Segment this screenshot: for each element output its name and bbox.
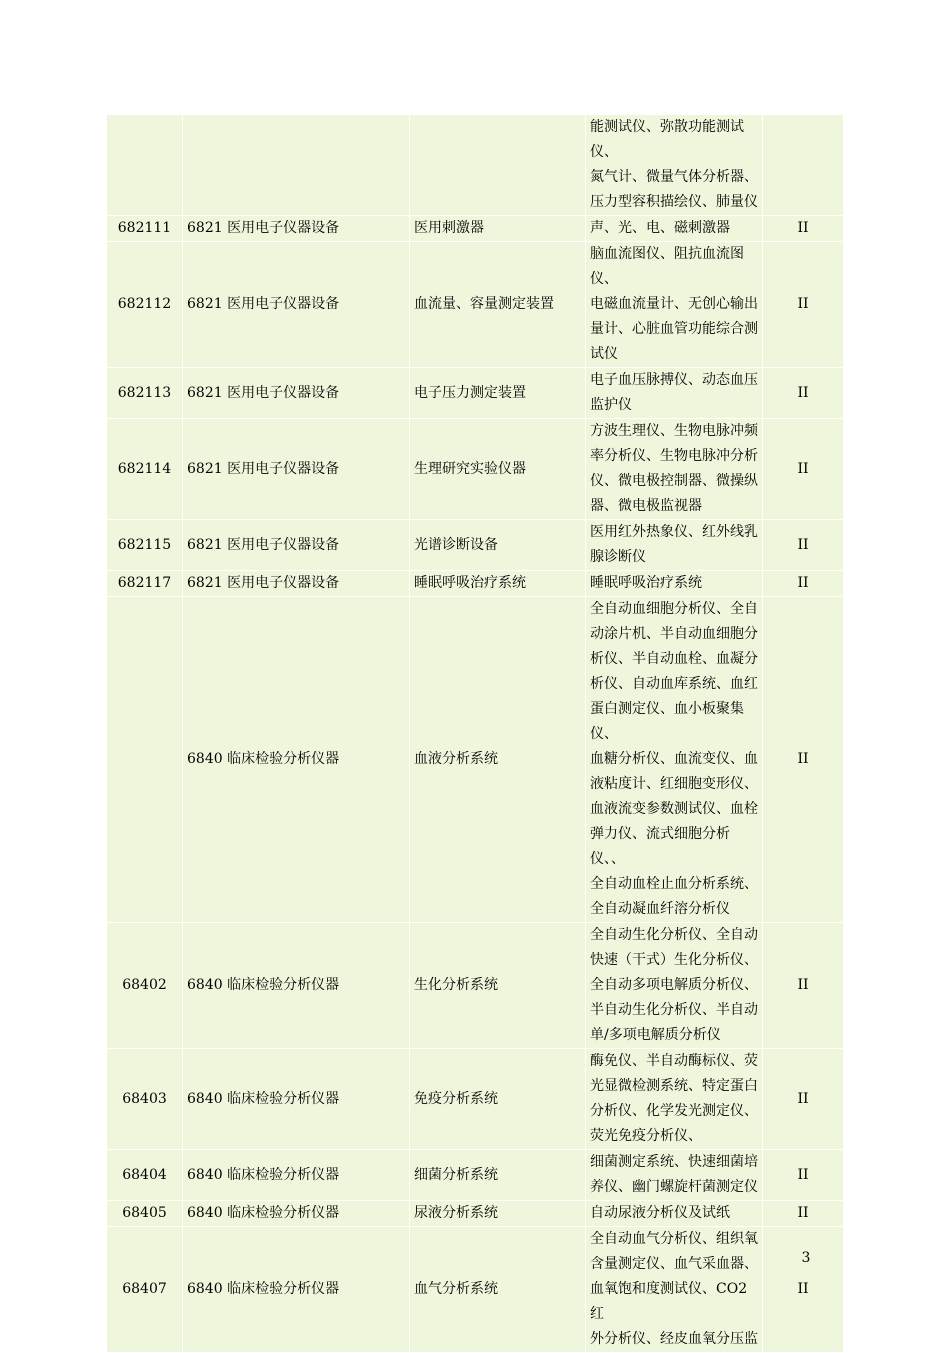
description-line: 养仪、幽门螺旋杆菌测定仪 — [590, 1179, 758, 1195]
description-line: 半自动生化分析仪、半自动 — [590, 1002, 758, 1018]
description-cell — [586, 520, 763, 571]
code-cell — [107, 115, 183, 216]
class-cell — [763, 115, 844, 216]
description-line: 电磁血流量计、无创心输出 — [590, 296, 758, 312]
table-row — [107, 115, 844, 216]
table-row — [107, 520, 844, 571]
description-line: 睡眠呼吸治疗系统 — [590, 575, 702, 591]
code-cell: 68407 — [107, 1227, 183, 1353]
product-name-cell: 光谱诊断设备 — [410, 520, 586, 571]
code-cell: 682115 — [107, 520, 183, 571]
description-cell — [586, 597, 763, 923]
description-line: 全自动血气分析仪、组织氧 — [590, 1231, 758, 1247]
description-line: 全自动血栓止血分析系统、 — [590, 876, 758, 892]
product-name-cell: 免疫分析系统 — [410, 1049, 586, 1150]
table-row — [107, 571, 844, 597]
class-cell: II — [763, 216, 844, 242]
code-cell: 68402 — [107, 923, 183, 1049]
description-cell — [586, 242, 763, 368]
class-cell: II — [763, 368, 844, 419]
description-line: 荧光免疫分析仪、 — [590, 1128, 702, 1144]
description-line: 析仪、自动血库系统、血红 — [590, 676, 758, 692]
product-name-cell: 尿液分析系统 — [410, 1201, 586, 1227]
description-line: 析仪、半自动血栓、血凝分 — [590, 651, 758, 667]
code-cell — [107, 597, 183, 923]
description-line: 脑血流图仪、阻抗血流图仪、 — [590, 246, 744, 287]
class-cell: II — [763, 1049, 844, 1150]
product-name-cell: 生化分析系统 — [410, 923, 586, 1049]
category-cell: 6821 医用电子仪器设备 — [183, 419, 410, 520]
category-cell — [183, 115, 410, 216]
description-line: 腺诊断仪 — [590, 549, 646, 565]
table-row — [107, 368, 844, 419]
code-cell: 68405 — [107, 1201, 183, 1227]
product-name-cell: 医用刺激器 — [410, 216, 586, 242]
table-row — [107, 216, 844, 242]
description-line: 全自动生化分析仪、全自动 — [590, 927, 758, 943]
category-cell: 6821 医用电子仪器设备 — [183, 242, 410, 368]
description-line: 快速（干式）生化分析仪、 — [590, 952, 758, 968]
category-cell: 6821 医用电子仪器设备 — [183, 520, 410, 571]
product-name-cell: 血液分析系统 — [410, 597, 586, 923]
description-line: 试仪 — [590, 346, 618, 362]
description-line: 液粘度计、红细胞变形仪、 — [590, 776, 758, 792]
code-cell: 68404 — [107, 1150, 183, 1201]
product-name-cell — [410, 115, 586, 216]
table-row — [107, 1201, 844, 1227]
class-cell: II — [763, 597, 844, 923]
description-line: 细菌测定系统、快速细菌培 — [590, 1154, 758, 1170]
description-cell — [586, 1201, 763, 1227]
product-name-cell: 电子压力测定装置 — [410, 368, 586, 419]
table-body — [107, 115, 844, 1353]
code-cell: 682113 — [107, 368, 183, 419]
description-line: 医用红外热象仪、红外线乳 — [590, 524, 758, 540]
code-cell: 682112 — [107, 242, 183, 368]
product-name-cell: 生理研究实验仪器 — [410, 419, 586, 520]
description-line: 光显微检测系统、特定蛋白 — [590, 1078, 758, 1094]
product-name-cell: 血流量、容量测定装置 — [410, 242, 586, 368]
table-row — [107, 1227, 844, 1353]
class-cell: II — [763, 571, 844, 597]
table-row — [107, 1049, 844, 1150]
code-cell: 682117 — [107, 571, 183, 597]
description-line: 血糖分析仪、血流变仪、血 — [590, 751, 758, 767]
description-line: 器、微电极监视器 — [590, 498, 702, 514]
class-cell: II — [763, 419, 844, 520]
description-line: 压力型容积描绘仪、肺量仪 — [590, 194, 758, 210]
class-cell: II — [763, 1201, 844, 1227]
description-line: 能测试仪、弥散功能测试仪、 — [590, 119, 744, 160]
category-cell: 6840 临床检验分析仪器 — [183, 1150, 410, 1201]
category-cell: 6840 临床检验分析仪器 — [183, 1227, 410, 1353]
description-line: 氮气计、微量气体分析器、 — [590, 169, 758, 185]
table-row — [107, 597, 844, 923]
description-line: 自动尿液分析仪及试纸 — [590, 1205, 730, 1221]
product-name-cell: 睡眠呼吸治疗系统 — [410, 571, 586, 597]
category-cell: 6840 临床检验分析仪器 — [183, 597, 410, 923]
description-cell — [586, 571, 763, 597]
description-line: 血液流变参数测试仪、血栓 — [590, 801, 758, 817]
description-line: 外分析仪、经皮血氧分压监 — [590, 1331, 758, 1347]
table-row — [107, 1150, 844, 1201]
description-line: 监护仪 — [590, 397, 632, 413]
description-cell — [586, 368, 763, 419]
description-cell — [586, 1150, 763, 1201]
class-cell: II — [763, 242, 844, 368]
table-row — [107, 923, 844, 1049]
description-line: 含量测定仪、血气采血器、 — [590, 1256, 758, 1272]
description-line: 仪、微电极控制器、微操纵 — [590, 473, 758, 489]
description-line: 声、光、电、磁刺激器 — [590, 220, 730, 236]
device-catalog-table — [106, 114, 844, 1353]
description-cell — [586, 923, 763, 1049]
description-cell — [586, 419, 763, 520]
description-line: 单/多项电解质分析仪 — [590, 1027, 721, 1043]
product-name-cell: 细菌分析系统 — [410, 1150, 586, 1201]
code-cell: 682114 — [107, 419, 183, 520]
description-line: 方波生理仪、生物电脉冲频 — [590, 423, 758, 439]
description-line: 酶免仪、半自动酶标仪、荧 — [590, 1053, 758, 1069]
description-line: 电子血压脉搏仪、动态血压 — [590, 372, 758, 388]
description-line: 全自动血细胞分析仪、全自 — [590, 601, 758, 617]
page-number: 3 — [801, 1250, 811, 1266]
category-cell: 6840 临床检验分析仪器 — [183, 1049, 410, 1150]
description-cell — [586, 115, 763, 216]
description-line: 率分析仪、生物电脉冲分析 — [590, 448, 758, 464]
table-row — [107, 419, 844, 520]
description-line: 弹力仪、流式细胞分析仪、、 — [590, 826, 730, 867]
description-cell — [586, 1049, 763, 1150]
description-line: 全自动多项电解质分析仪、 — [590, 977, 758, 993]
class-cell: II — [763, 1227, 844, 1353]
class-cell: II — [763, 520, 844, 571]
category-cell: 6821 医用电子仪器设备 — [183, 368, 410, 419]
code-cell: 682111 — [107, 216, 183, 242]
category-cell: 6821 医用电子仪器设备 — [183, 571, 410, 597]
category-cell: 6821 医用电子仪器设备 — [183, 216, 410, 242]
description-line: 血氧饱和度测试仪、CO2 红 — [590, 1281, 748, 1322]
description-line: 蛋白测定仪、血小板聚集仪、 — [590, 701, 744, 742]
description-line: 全自动凝血纤溶分析仪 — [590, 901, 730, 917]
description-line: 分析仪、化学发光测定仪、 — [590, 1103, 758, 1119]
description-cell — [586, 1227, 763, 1353]
category-cell: 6840 临床检验分析仪器 — [183, 923, 410, 1049]
class-cell: II — [763, 923, 844, 1049]
description-line: 量计、心脏血管功能综合测 — [590, 321, 758, 337]
description-cell — [586, 216, 763, 242]
class-cell: II — [763, 1150, 844, 1201]
code-cell: 68403 — [107, 1049, 183, 1150]
product-name-cell: 血气分析系统 — [410, 1227, 586, 1353]
description-line: 动涂片机、半自动血细胞分 — [590, 626, 758, 642]
table-row — [107, 242, 844, 368]
category-cell: 6840 临床检验分析仪器 — [183, 1201, 410, 1227]
